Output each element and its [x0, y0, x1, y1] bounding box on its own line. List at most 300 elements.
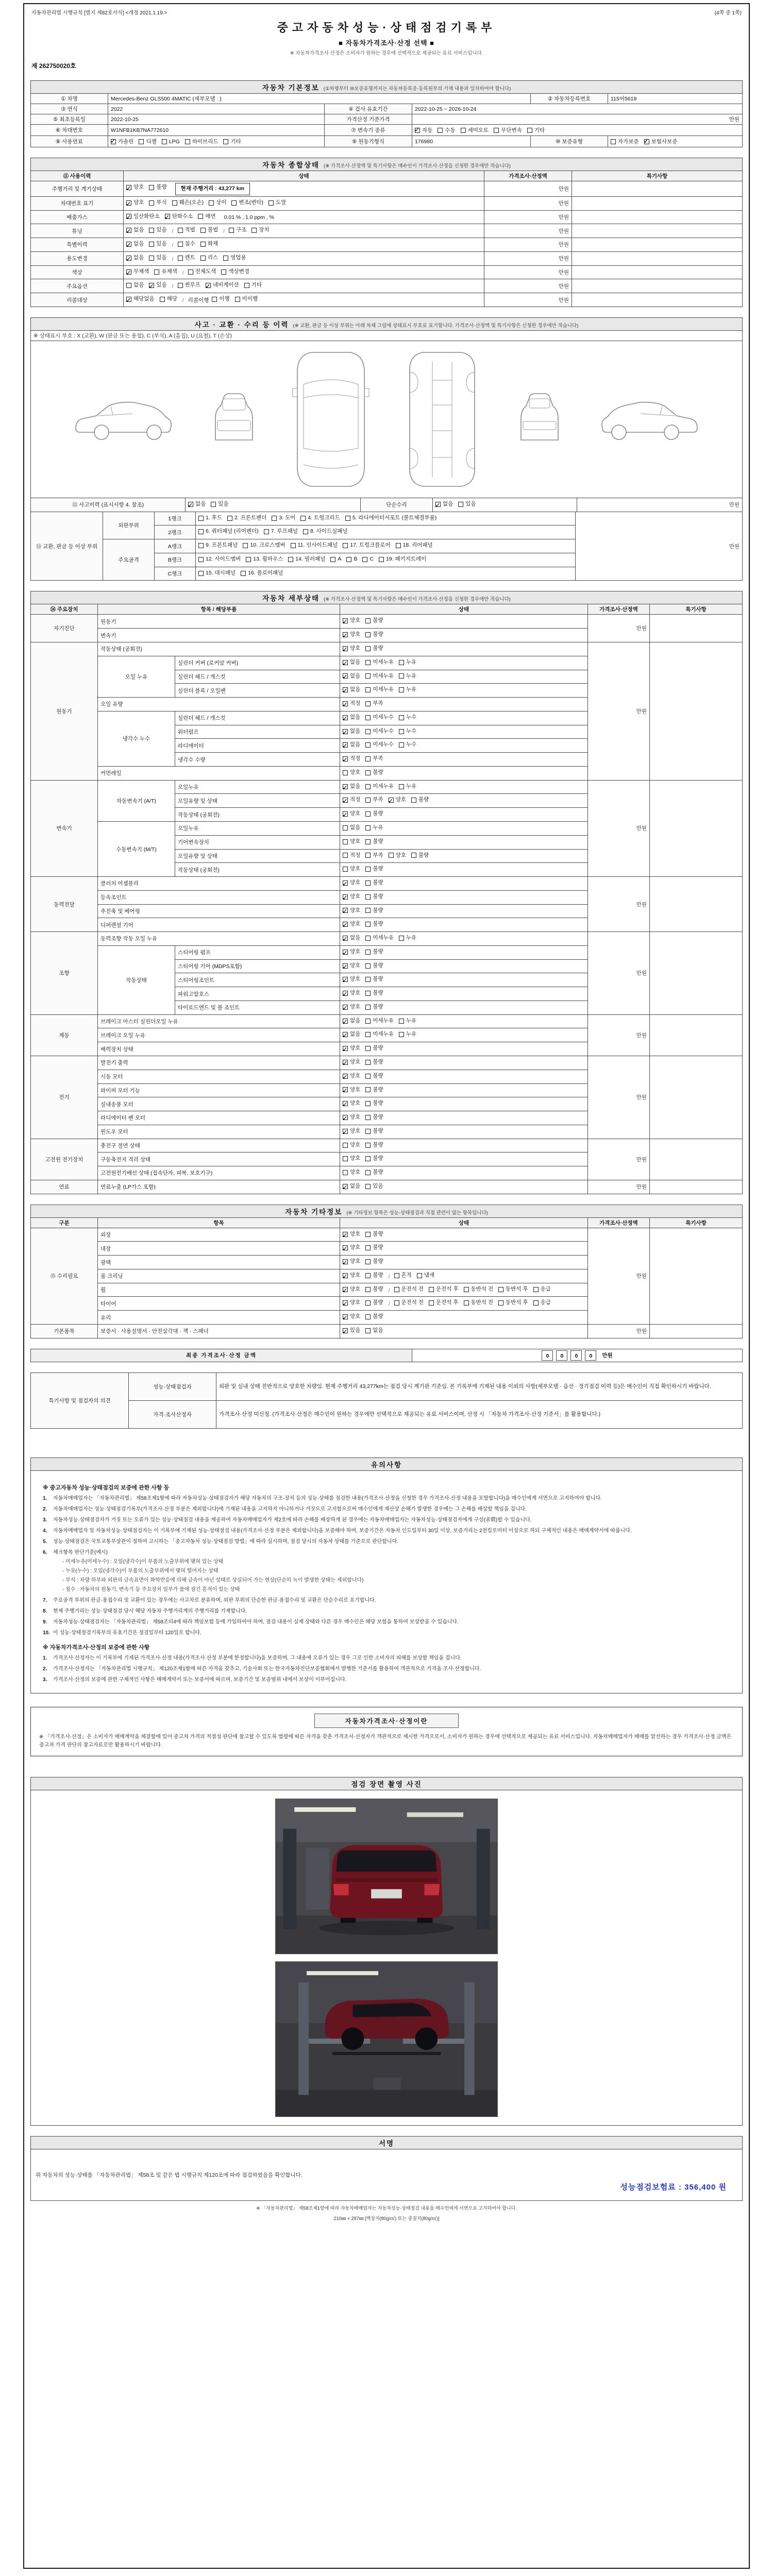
- checkbox-icon[interactable]: [200, 242, 206, 247]
- checkbox-option[interactable]: [464, 1298, 494, 1308]
- checkbox-icon[interactable]: [399, 936, 404, 941]
- checkbox-option[interactable]: [343, 1271, 360, 1280]
- checkbox-icon[interactable]: [172, 200, 177, 206]
- checkbox-option[interactable]: [211, 500, 228, 509]
- checkbox-icon[interactable]: [343, 673, 348, 679]
- checkbox-icon[interactable]: [365, 991, 371, 996]
- checkbox-icon[interactable]: [365, 1143, 371, 1148]
- checkbox-option[interactable]: [343, 837, 360, 846]
- checkbox-icon[interactable]: [343, 1170, 348, 1175]
- checkbox-option[interactable]: [611, 138, 639, 145]
- checkbox-option[interactable]: [365, 685, 394, 694]
- checkbox-icon[interactable]: [343, 784, 348, 789]
- checkbox-option[interactable]: [365, 713, 394, 722]
- checkbox-icon[interactable]: [394, 1300, 399, 1306]
- checkbox-option[interactable]: [365, 809, 383, 819]
- checkbox-option[interactable]: [365, 1113, 383, 1122]
- checkbox-option[interactable]: [435, 500, 453, 509]
- checkbox-icon[interactable]: [343, 1101, 348, 1106]
- checkbox-option[interactable]: [149, 253, 166, 263]
- checkbox-option[interactable]: [303, 527, 348, 536]
- checkbox-option[interactable]: [365, 699, 383, 708]
- checkbox-icon[interactable]: [411, 853, 416, 858]
- checkbox-option[interactable]: [343, 672, 360, 681]
- checkbox-option[interactable]: [343, 1298, 360, 1308]
- checkbox-icon[interactable]: [223, 256, 228, 261]
- checkbox-option[interactable]: [365, 1257, 383, 1266]
- checkbox-icon[interactable]: [365, 1259, 371, 1264]
- checkbox-icon[interactable]: [365, 646, 371, 651]
- checkbox-icon[interactable]: [126, 185, 131, 190]
- checkbox-option[interactable]: [188, 267, 216, 277]
- checkbox-icon[interactable]: [178, 228, 183, 233]
- checkbox-option[interactable]: [343, 989, 360, 998]
- checkbox-option[interactable]: [365, 906, 383, 916]
- checkbox-icon[interactable]: [365, 756, 371, 761]
- checkbox-icon[interactable]: [251, 228, 257, 233]
- checkbox-icon[interactable]: [365, 784, 371, 789]
- checkbox-icon[interactable]: [365, 1060, 371, 1065]
- checkbox-option[interactable]: [126, 226, 144, 235]
- checkbox-option[interactable]: [343, 1285, 360, 1294]
- checkbox-icon[interactable]: [343, 646, 348, 651]
- checkbox-icon[interactable]: [343, 1232, 348, 1237]
- checkbox-option[interactable]: [365, 1003, 383, 1012]
- checkbox-option[interactable]: [149, 226, 166, 235]
- checkbox-option[interactable]: [365, 1298, 383, 1308]
- checkbox-option[interactable]: [498, 1298, 528, 1308]
- checkbox-icon[interactable]: [139, 139, 144, 144]
- checkbox-icon[interactable]: [231, 200, 237, 206]
- checkbox-option[interactable]: [343, 658, 360, 667]
- checkbox-option[interactable]: [394, 1298, 424, 1308]
- checkbox-option[interactable]: [365, 727, 394, 736]
- checkbox-option[interactable]: [330, 555, 341, 564]
- checkbox-icon[interactable]: [464, 1300, 469, 1306]
- checkbox-icon[interactable]: [396, 543, 401, 548]
- checkbox-icon[interactable]: [435, 502, 441, 507]
- checkbox-icon[interactable]: [365, 1087, 371, 1092]
- checkbox-icon[interactable]: [365, 1046, 371, 1051]
- checkbox-option[interactable]: [229, 226, 246, 235]
- checkbox-option[interactable]: [365, 961, 383, 971]
- checkbox-icon[interactable]: [343, 729, 348, 734]
- checkbox-icon[interactable]: [343, 839, 348, 844]
- checkbox-icon[interactable]: [178, 242, 183, 247]
- checkbox-icon[interactable]: [343, 756, 348, 761]
- checkbox-option[interactable]: [411, 851, 429, 860]
- checkbox-option[interactable]: [343, 906, 360, 916]
- checkbox-icon[interactable]: [126, 242, 131, 247]
- checkbox-icon[interactable]: [198, 516, 204, 521]
- checkbox-icon[interactable]: [399, 784, 404, 789]
- checkbox-icon[interactable]: [149, 256, 154, 261]
- checkbox-icon[interactable]: [343, 1259, 348, 1264]
- checkbox-icon[interactable]: [343, 1060, 348, 1065]
- checkbox-icon[interactable]: [126, 283, 131, 288]
- checkbox-icon[interactable]: [365, 963, 371, 969]
- checkbox-icon[interactable]: [198, 571, 204, 576]
- checkbox-option[interactable]: [160, 295, 177, 304]
- checkbox-option[interactable]: [533, 1298, 551, 1308]
- checkbox-icon[interactable]: [389, 853, 394, 858]
- checkbox-option[interactable]: [343, 727, 360, 736]
- checkbox-option[interactable]: [126, 267, 149, 277]
- checkbox-option[interactable]: [343, 809, 360, 819]
- checkbox-option[interactable]: [346, 555, 357, 564]
- checkbox-icon[interactable]: [154, 269, 159, 275]
- checkbox-option[interactable]: [198, 555, 241, 564]
- checkbox-icon[interactable]: [343, 1087, 348, 1092]
- checkbox-option[interactable]: [343, 1099, 360, 1108]
- checkbox-option[interactable]: [438, 126, 455, 134]
- checkbox-option[interactable]: [149, 198, 166, 208]
- checkbox-icon[interactable]: [411, 798, 416, 803]
- checkbox-icon[interactable]: [365, 673, 371, 679]
- checkbox-option[interactable]: [399, 713, 416, 722]
- checkbox-option[interactable]: [243, 541, 285, 550]
- checkbox-option[interactable]: [527, 126, 545, 134]
- checkbox-icon[interactable]: [365, 839, 371, 844]
- checkbox-option[interactable]: [343, 1257, 360, 1266]
- checkbox-icon[interactable]: [330, 557, 335, 562]
- checkbox-icon[interactable]: [365, 977, 371, 982]
- checkbox-icon[interactable]: [223, 139, 228, 144]
- checkbox-option[interactable]: [272, 514, 295, 523]
- checkbox-icon[interactable]: [160, 297, 165, 302]
- checkbox-icon[interactable]: [288, 557, 293, 562]
- checkbox-icon[interactable]: [126, 214, 131, 219]
- checkbox-icon[interactable]: [241, 571, 246, 576]
- checkbox-option[interactable]: [365, 1058, 383, 1067]
- checkbox-icon[interactable]: [343, 543, 348, 548]
- checkbox-icon[interactable]: [644, 139, 649, 144]
- checkbox-option[interactable]: [268, 198, 286, 208]
- checkbox-option[interactable]: [343, 754, 360, 764]
- checkbox-icon[interactable]: [365, 1129, 371, 1134]
- checkbox-icon[interactable]: [365, 853, 371, 858]
- checkbox-option[interactable]: [343, 1168, 360, 1177]
- checkbox-option[interactable]: [200, 240, 218, 249]
- checkbox-option[interactable]: [126, 183, 144, 192]
- checkbox-option[interactable]: [399, 658, 416, 667]
- checkbox-option[interactable]: [126, 240, 144, 249]
- checkbox-icon[interactable]: [221, 269, 226, 275]
- checkbox-option[interactable]: [365, 892, 383, 902]
- checkbox-icon[interactable]: [415, 128, 420, 133]
- checkbox-option[interactable]: [198, 527, 259, 536]
- checkbox-option[interactable]: [365, 740, 394, 750]
- checkbox-option[interactable]: [139, 138, 156, 145]
- checkbox-icon[interactable]: [243, 543, 248, 548]
- checkbox-icon[interactable]: [345, 516, 350, 521]
- checkbox-option[interactable]: [365, 851, 383, 860]
- checkbox-icon[interactable]: [389, 798, 394, 803]
- checkbox-option[interactable]: [178, 226, 195, 235]
- checkbox-option[interactable]: [162, 139, 180, 145]
- checkbox-icon[interactable]: [365, 811, 371, 817]
- checkbox-icon[interactable]: [343, 770, 348, 775]
- checkbox-icon[interactable]: [365, 1232, 371, 1237]
- checkbox-option[interactable]: [343, 644, 360, 653]
- checkbox-option[interactable]: [178, 240, 195, 249]
- checkbox-option[interactable]: [343, 823, 360, 833]
- checkbox-icon[interactable]: [300, 516, 306, 521]
- checkbox-option[interactable]: [399, 1030, 416, 1039]
- checkbox-option[interactable]: [345, 514, 437, 523]
- checkbox-icon[interactable]: [343, 632, 348, 637]
- checkbox-option[interactable]: [343, 1127, 360, 1136]
- checkbox-option[interactable]: [644, 138, 678, 145]
- checkbox-option[interactable]: [429, 1298, 459, 1308]
- checkbox-icon[interactable]: [126, 256, 131, 261]
- checkbox-option[interactable]: [365, 823, 383, 833]
- checkbox-icon[interactable]: [343, 1300, 348, 1306]
- checkbox-option[interactable]: [458, 500, 476, 509]
- checkbox-option[interactable]: [365, 782, 394, 791]
- checkbox-icon[interactable]: [343, 1245, 348, 1250]
- checkbox-option[interactable]: [126, 295, 155, 304]
- checkbox-option[interactable]: [343, 1154, 360, 1163]
- checkbox-icon[interactable]: [126, 200, 131, 206]
- checkbox-icon[interactable]: [365, 922, 371, 927]
- checkbox-option[interactable]: [343, 768, 360, 777]
- checkbox-option[interactable]: [185, 138, 219, 145]
- checkbox-option[interactable]: [365, 1072, 383, 1081]
- checkbox-option[interactable]: [343, 1072, 360, 1081]
- checkbox-option[interactable]: [399, 1016, 416, 1026]
- checkbox-icon[interactable]: [343, 936, 348, 941]
- checkbox-option[interactable]: [343, 851, 360, 860]
- checkbox-option[interactable]: [399, 727, 416, 736]
- checkbox-icon[interactable]: [365, 1328, 371, 1333]
- checkbox-option[interactable]: [198, 541, 238, 550]
- checkbox-option[interactable]: [200, 226, 218, 235]
- checkbox-icon[interactable]: [365, 798, 371, 803]
- checkbox-option[interactable]: [365, 658, 394, 667]
- checkbox-option[interactable]: [365, 1086, 383, 1095]
- checkbox-option[interactable]: [264, 527, 298, 536]
- checkbox-icon[interactable]: [365, 1287, 371, 1292]
- checkbox-option[interactable]: [221, 267, 249, 277]
- checkbox-icon[interactable]: [365, 618, 371, 623]
- checkbox-option[interactable]: [365, 920, 383, 929]
- checkbox-option[interactable]: [126, 198, 144, 208]
- checkbox-icon[interactable]: [149, 283, 154, 288]
- checkbox-icon[interactable]: [343, 977, 348, 982]
- checkbox-option[interactable]: [343, 1044, 360, 1053]
- checkbox-option[interactable]: [429, 1285, 459, 1294]
- checkbox-icon[interactable]: [417, 1273, 422, 1278]
- checkbox-option[interactable]: [365, 1230, 383, 1239]
- checkbox-icon[interactable]: [365, 908, 371, 913]
- checkbox-option[interactable]: [365, 837, 383, 846]
- checkbox-icon[interactable]: [343, 687, 348, 692]
- checkbox-option[interactable]: [212, 295, 229, 304]
- checkbox-icon[interactable]: [343, 867, 348, 872]
- checkbox-icon[interactable]: [343, 1143, 348, 1148]
- checkbox-icon[interactable]: [343, 742, 348, 748]
- checkbox-icon[interactable]: [365, 1101, 371, 1106]
- checkbox-icon[interactable]: [464, 1287, 469, 1292]
- checkbox-option[interactable]: [343, 630, 360, 639]
- checkbox-option[interactable]: [198, 569, 236, 578]
- checkbox-icon[interactable]: [365, 770, 371, 775]
- checkbox-option[interactable]: [244, 281, 262, 290]
- checkbox-icon[interactable]: [198, 529, 204, 534]
- checkbox-option[interactable]: [365, 1154, 383, 1163]
- checkbox-option[interactable]: [178, 281, 200, 290]
- checkbox-icon[interactable]: [399, 729, 404, 734]
- checkbox-option[interactable]: [223, 138, 241, 145]
- checkbox-icon[interactable]: [399, 660, 404, 665]
- checkbox-option[interactable]: [365, 1044, 383, 1053]
- checkbox-option[interactable]: [343, 961, 360, 971]
- checkbox-option[interactable]: [206, 281, 239, 290]
- checkbox-option[interactable]: [365, 754, 383, 764]
- checkbox-icon[interactable]: [343, 1005, 348, 1010]
- checkbox-icon[interactable]: [343, 1314, 348, 1319]
- checkbox-option[interactable]: [343, 1326, 360, 1335]
- checkbox-icon[interactable]: [365, 867, 371, 872]
- checkbox-icon[interactable]: [198, 214, 203, 219]
- checkbox-icon[interactable]: [365, 1245, 371, 1250]
- checkbox-icon[interactable]: [343, 908, 348, 913]
- checkbox-option[interactable]: [343, 713, 360, 722]
- checkbox-icon[interactable]: [365, 660, 371, 665]
- checkbox-option[interactable]: [343, 947, 360, 957]
- checkbox-icon[interactable]: [362, 557, 367, 562]
- checkbox-option[interactable]: [343, 934, 360, 943]
- checkbox-icon[interactable]: [149, 200, 154, 206]
- checkbox-option[interactable]: [365, 630, 383, 639]
- checkbox-option[interactable]: [365, 1099, 383, 1108]
- checkbox-option[interactable]: [200, 253, 218, 263]
- checkbox-option[interactable]: [399, 685, 416, 694]
- checkbox-icon[interactable]: [126, 228, 131, 233]
- checkbox-icon[interactable]: [365, 1032, 371, 1037]
- checkbox-icon[interactable]: [343, 1129, 348, 1134]
- checkbox-option[interactable]: [365, 975, 383, 984]
- checkbox-icon[interactable]: [343, 715, 348, 720]
- checkbox-icon[interactable]: [365, 1170, 371, 1175]
- checkbox-icon[interactable]: [365, 894, 371, 900]
- checkbox-icon[interactable]: [178, 283, 183, 288]
- checkbox-icon[interactable]: [149, 228, 154, 233]
- checkbox-option[interactable]: [246, 555, 283, 564]
- checkbox-icon[interactable]: [365, 1314, 371, 1319]
- checkbox-icon[interactable]: [343, 1328, 348, 1333]
- checkbox-option[interactable]: [165, 212, 193, 222]
- checkbox-option[interactable]: [399, 672, 416, 681]
- checkbox-icon[interactable]: [343, 1287, 348, 1292]
- checkbox-option[interactable]: [343, 795, 360, 805]
- checkbox-option[interactable]: [365, 878, 383, 888]
- checkbox-icon[interactable]: [200, 228, 206, 233]
- checkbox-icon[interactable]: [246, 557, 251, 562]
- checkbox-icon[interactable]: [399, 687, 404, 692]
- checkbox-icon[interactable]: [343, 1273, 348, 1278]
- checkbox-option[interactable]: [343, 1230, 360, 1239]
- checkbox-option[interactable]: [365, 1326, 383, 1335]
- checkbox-icon[interactable]: [291, 543, 296, 548]
- checkbox-icon[interactable]: [458, 502, 463, 507]
- checkbox-icon[interactable]: [365, 1273, 371, 1278]
- checkbox-option[interactable]: [365, 1016, 394, 1026]
- checkbox-icon[interactable]: [343, 1046, 348, 1051]
- checkbox-icon[interactable]: [365, 729, 371, 734]
- checkbox-option[interactable]: [300, 514, 340, 523]
- checkbox-icon[interactable]: [178, 256, 183, 261]
- checkbox-icon[interactable]: [343, 922, 348, 927]
- checkbox-option[interactable]: [365, 1141, 383, 1150]
- checkbox-option[interactable]: [343, 541, 390, 550]
- checkbox-icon[interactable]: [394, 1287, 399, 1292]
- checkbox-option[interactable]: [461, 126, 489, 134]
- checkbox-icon[interactable]: [126, 269, 131, 275]
- checkbox-icon[interactable]: [343, 880, 348, 886]
- checkbox-option[interactable]: [235, 295, 258, 304]
- checkbox-option[interactable]: [231, 198, 263, 208]
- checkbox-icon[interactable]: [365, 825, 371, 831]
- checkbox-option[interactable]: [198, 514, 222, 523]
- checkbox-option[interactable]: [533, 1285, 551, 1294]
- checkbox-option[interactable]: [365, 644, 383, 653]
- checkbox-icon[interactable]: [365, 742, 371, 748]
- checkbox-option[interactable]: [365, 1285, 383, 1294]
- checkbox-icon[interactable]: [399, 673, 404, 679]
- checkbox-option[interactable]: [365, 865, 383, 874]
- checkbox-icon[interactable]: [399, 1019, 404, 1024]
- checkbox-icon[interactable]: [343, 894, 348, 900]
- checkbox-icon[interactable]: [394, 1273, 399, 1278]
- checkbox-option[interactable]: [227, 514, 266, 523]
- checkbox-option[interactable]: [365, 934, 394, 943]
- checkbox-option[interactable]: [223, 253, 246, 263]
- checkbox-icon[interactable]: [365, 1300, 371, 1306]
- checkbox-icon[interactable]: [365, 950, 371, 955]
- checkbox-icon[interactable]: [198, 557, 204, 562]
- checkbox-option[interactable]: [343, 1003, 360, 1012]
- checkbox-icon[interactable]: [165, 214, 170, 219]
- checkbox-option[interactable]: [411, 795, 429, 805]
- checkbox-option[interactable]: [399, 782, 416, 791]
- checkbox-icon[interactable]: [365, 632, 371, 637]
- checkbox-icon[interactable]: [244, 283, 249, 288]
- checkbox-option[interactable]: [241, 569, 283, 578]
- checkbox-option[interactable]: [343, 1113, 360, 1122]
- checkbox-icon[interactable]: [365, 880, 371, 886]
- checkbox-icon[interactable]: [343, 701, 348, 706]
- checkbox-option[interactable]: [178, 253, 195, 263]
- checkbox-option[interactable]: [362, 555, 374, 564]
- checkbox-icon[interactable]: [188, 269, 193, 275]
- checkbox-icon[interactable]: [379, 557, 384, 562]
- checkbox-option[interactable]: [111, 138, 133, 145]
- checkbox-option[interactable]: [209, 198, 226, 208]
- checkbox-option[interactable]: [498, 1285, 528, 1294]
- checkbox-icon[interactable]: [343, 1019, 348, 1024]
- checkbox-option[interactable]: [343, 1141, 360, 1150]
- checkbox-icon[interactable]: [343, 1184, 348, 1189]
- checkbox-option[interactable]: [291, 541, 338, 550]
- checkbox-option[interactable]: [343, 865, 360, 874]
- checkbox-option[interactable]: [343, 1182, 360, 1191]
- checkbox-icon[interactable]: [212, 297, 217, 302]
- checkbox-icon[interactable]: [268, 200, 274, 206]
- checkbox-option[interactable]: [394, 1271, 412, 1280]
- checkbox-icon[interactable]: [346, 557, 351, 562]
